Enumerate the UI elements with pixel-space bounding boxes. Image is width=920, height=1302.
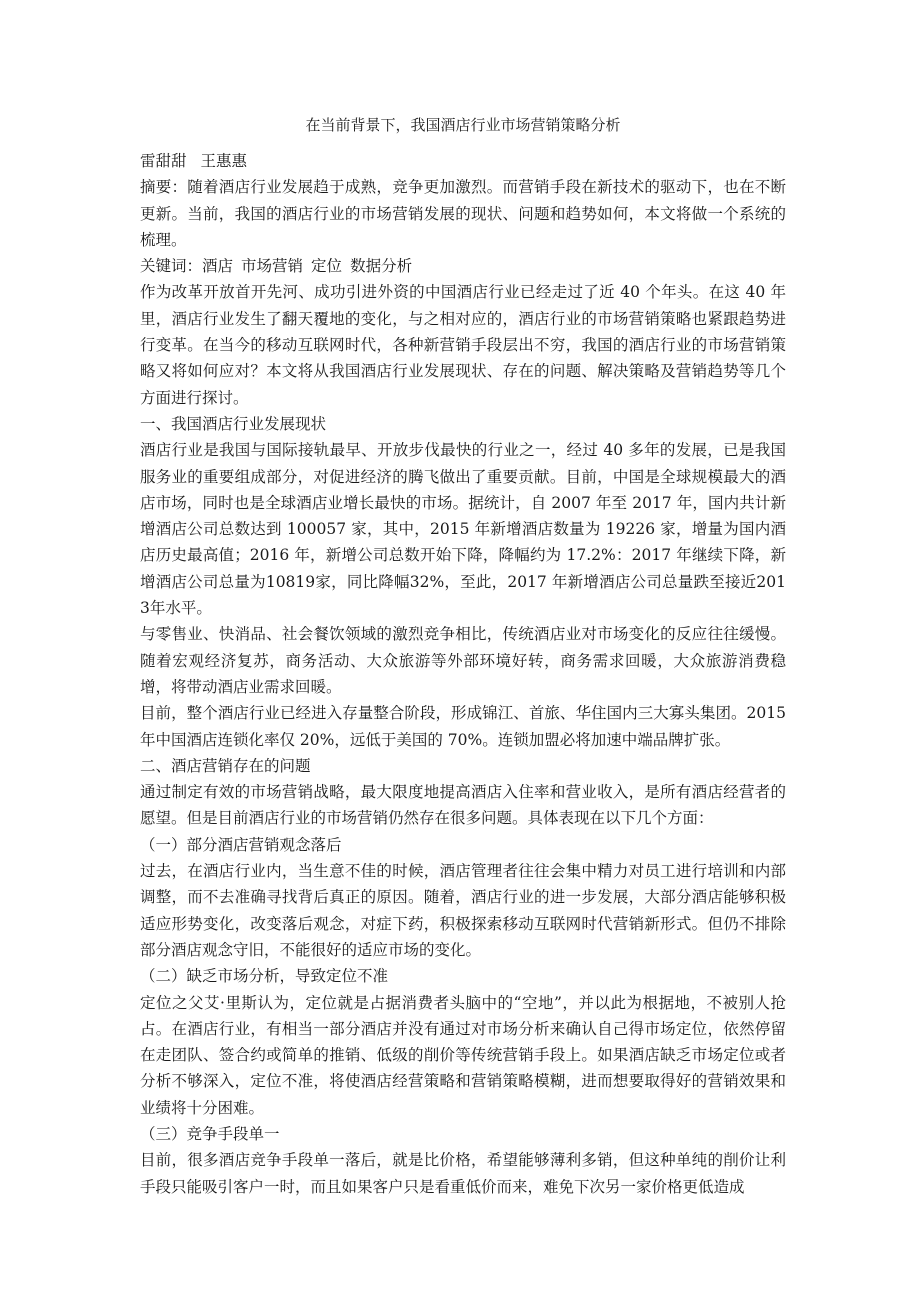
keyword: 数据分析 bbox=[350, 257, 413, 276]
intro-paragraph: 作为改革开放首开先河、成功引进外资的中国酒店行业已经走过了近 40 个年头。在这 40 年里，酒店行业发生了翻天覆地的变化，与之相对应的，酒店行业的市场营销策略也紧跟趋势进行变革。在当今的移动互联网时代，各种新营销手段层出不穷，我国的酒店行业的市场营销策略又将如何应对？本文将从我国酒店行业发展现状、存在的问题、解决策略及营销趋势等几个方面进行探讨。 bbox=[140, 283, 786, 407]
document-page bbox=[140, 112, 786, 1200]
author-name: 王惠惠 bbox=[200, 152, 248, 170]
body-paragraph: 定位之父艾·里斯认为，定位就是占据消费者头脑中的“空地”，并以此为根据地，不被别人抢占。在酒店行业，有相当一部分酒店并没有通过对市场分析来确认自己得市场定位，依然停留在走团队、签合约或简单的推销、低级的削价等传统营销手段上。如果酒店缺乏市场定位或者分析不够深入，定位不准，将使酒店经营策略和营销策略模糊，进而想要取得好的营销效果和业绩将十分困难。 bbox=[140, 993, 786, 1117]
document-title: 在当前背景下，我国酒店行业市场营销策略分析 bbox=[305, 116, 621, 134]
authors-line bbox=[140, 148, 786, 174]
body-paragraph: 与零售业、快消品、社会餐饮领域的激烈竞争相比，传统酒店业对市场变化的反应往往缓慢。随着宏观经济复苏，商务活动、大众旅游等外部环境好转，商务需求回暖，大众旅游消费稳增，将带动酒店业需求回暖。 bbox=[140, 625, 786, 696]
body-paragraph: 过去，在酒店行业内，当生意不佳的时候，酒店管理者往往会集中精力对员工进行培训和内部调整，而不去准确寻找背后真正的原因。随着，酒店行业的进一步发展，大部分酒店能够积极适应形势变化，改变落后观念，对症下药，积极探索移动互联网时代营销新形式。但仍不排除部分酒店观念守旧，不能很好的适应市场的变化。 bbox=[140, 862, 786, 959]
keyword: 定位 bbox=[311, 257, 343, 276]
section-heading: 二、酒店营销存在的问题 bbox=[140, 756, 311, 775]
subsection-heading: （二）缺乏市场分析，导致定位不准 bbox=[140, 967, 389, 986]
keyword: 酒店 bbox=[202, 257, 234, 276]
author-name: 雷甜甜 bbox=[140, 152, 187, 170]
abstract-paragraph: 摘要：随着酒店行业发展趋于成熟，竞争更加激烈。而营销手段在新技术的驱动下，也在不断更新。当前，我国的酒店行业的市场营销发展的现状、问题和趋势如何，本文将做一个系统的梳理。 bbox=[140, 178, 786, 249]
body-paragraph: 酒店行业是我国与国际接轨最早、开放步伐最快的行业之一，经过 40 多年的发展，已是我国服务业的重要组成部分，对促进经济的腾飞做出了重要贡献。目前，中国是全球规模最大的酒店市场，同时也是全球酒店业增长最快的市场。据统计，自 2007 年至 2017 年，国内共计新增酒店公司总数达到 100057 家，其中，2015 年新增酒店数量为 19226 家，增量为国内酒店历史最高值；2016 年，新增公司总数开始下降，降幅约为 17.2%：2017 年继续下降，新增酒店公司总量为10819家，同比降幅32%，至此，2017 年新增酒店公司总量跌至接近2013年水平。 bbox=[140, 441, 786, 618]
body-paragraph: 目前，很多酒店竞争手段单一落后，就是比价格，希望能够薄利多销，但这种单纯的削价让利手段只能吸引客户一时，而且如果客户只是看重低价而来，难免下次另一家价格更低造成 bbox=[140, 1151, 786, 1196]
subsection-heading: （三）竞争手段单一 bbox=[140, 1124, 280, 1143]
keywords-label: 关键词： bbox=[140, 257, 203, 276]
section-heading: 一、我国酒店行业发展现状 bbox=[140, 414, 327, 433]
keyword: 市场营销 bbox=[241, 257, 304, 276]
subsection-heading: （一）部分酒店营销观念落后 bbox=[140, 835, 342, 854]
body-paragraph: 目前，整个酒店行业已经进入存量整合阶段，形成锦江、首旅、华住国内三大寡头集团。2015年中国酒店连锁化率仅 20%，远低于美国的 70%。连锁加盟必将加速中端品牌扩张。 bbox=[140, 704, 786, 749]
keywords-line bbox=[140, 253, 786, 279]
body-paragraph: 通过制定有效的市场营销战略，最大限度地提高酒店入住率和营业收入，是所有酒店经营者的愿望。但是目前酒店行业的市场营销仍然存在很多问题。具体表现在以下几个方面： bbox=[140, 783, 786, 828]
